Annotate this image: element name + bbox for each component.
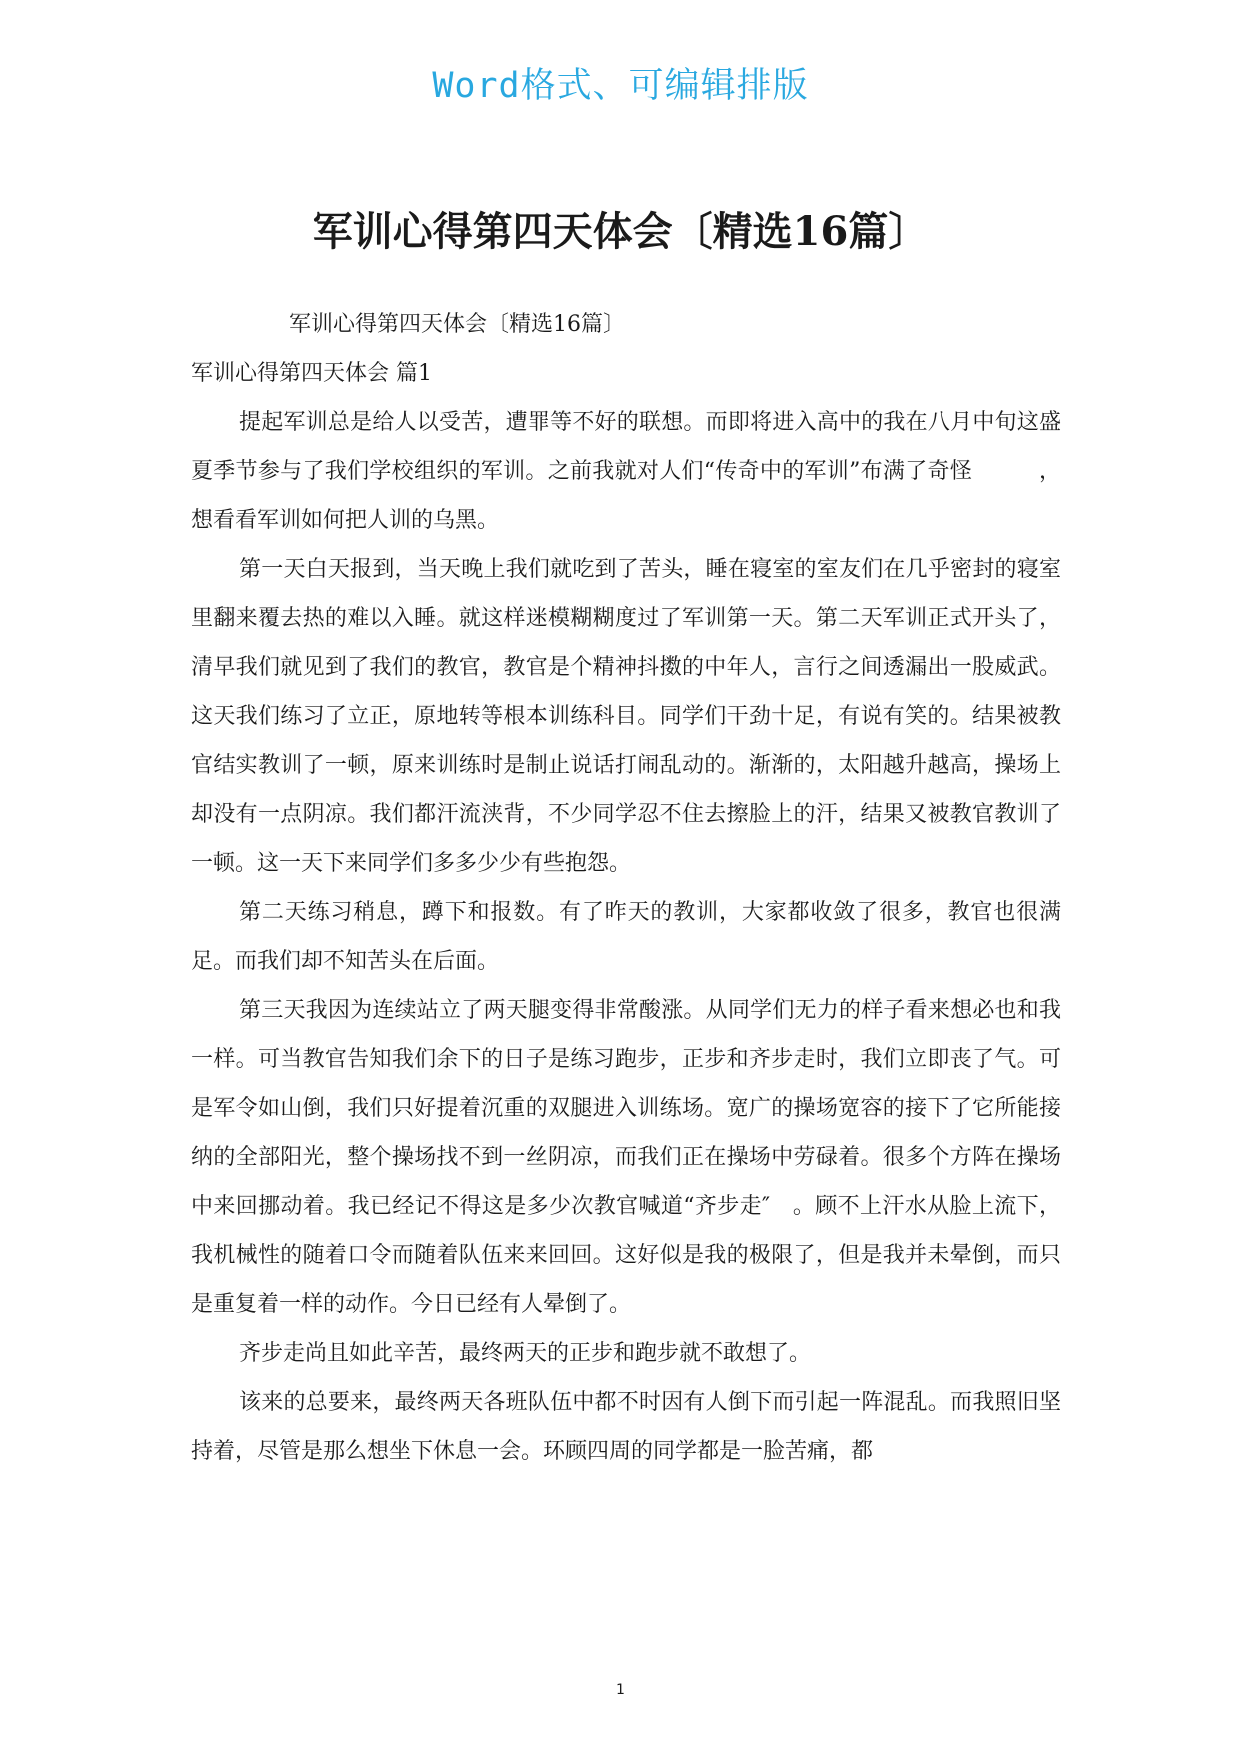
paragraph: 提起军训总是给人以受苦，遭罪等不好的联想。而即将进入高中的我在八月中旬这盛夏季节参与了我们学校组织的军训。之前我就对人们“传奇中的军训”布满了奇怪 ，想看看军训如何把人训的乌黑。 bbox=[191, 410, 1061, 533]
paragraph: 第三天我因为连续站立了两天腿变得非常酸涨。从同学们无力的样子看来想必也和我一样。可当教官告知我们余下的日子是练习跑步，正步和齐步走时，我们立即丧了气。可是军令如山倒，我们只好提着沉重的双腿进入训练场。宽广的操场宽容的接下了它所能接纳的全部阳光，整个操场找不到一丝阴凉，而我们正在操场中劳碌着。很多个方阵在操场中来回挪动着。我已经记不得这是多少次教官喊道“齐步走″ 。顾不上汗水从脸上流下，我机械性的随着口令而随着队伍来来回回。这好似是我的极限了，但是我并未晕倒，而只是重复着一样的动作。今日已经有人晕倒了。 bbox=[191, 998, 1061, 1317]
document-title: 军训心得第四天体会〔精选16篇〕 bbox=[312, 208, 929, 255]
paragraph: 第二天练习稍息，蹲下和报数。有了昨天的教训，大家都收敛了很多，教官也很满足。而我们却不知苦头在后面。 bbox=[191, 900, 1061, 974]
section-heading: 军训心得第四天体会 篇1 bbox=[191, 361, 432, 386]
document-body bbox=[191, 300, 1061, 1476]
document-subtitle: 军训心得第四天体会〔精选16篇〕 bbox=[289, 312, 625, 337]
header-banner: Word格式、可编辑排版 bbox=[432, 66, 809, 106]
page-number: 1 bbox=[616, 1682, 625, 1698]
paragraph: 齐步走尚且如此辛苦，最终两天的正步和跑步就不敢想了。 bbox=[239, 1341, 812, 1366]
paragraph: 第一天白天报到，当天晚上我们就吃到了苦头，睡在寝室的室友们在几乎密封的寝室里翻来覆去热的难以入睡。就这样迷模糊糊度过了军训第一天。第二天军训正式开头了，清早我们就见到了我们的教官，教官是个精神抖擞的中年人，言行之间透漏出一股威武。这天我们练习了立正，原地转等根本训练科目。同学们干劲十足，有说有笑的。结果被教官结实教训了一顿，原来训练时是制止说话打闹乱动的。渐渐的，太阳越升越高，操场上却没有一点阴凉。我们都汗流浃背，不少同学忍不住去擦脸上的汗，结果又被教官教训了一顿。这一天下来同学们多多少少有些抱怨。 bbox=[191, 557, 1061, 876]
paragraph: 该来的总要来，最终两天各班队伍中都不时因有人倒下而引起一阵混乱。而我照旧坚持着，尽管是那么想坐下休息一会。环顾四周的同学都是一脸苦痛，都 bbox=[191, 1390, 1061, 1464]
